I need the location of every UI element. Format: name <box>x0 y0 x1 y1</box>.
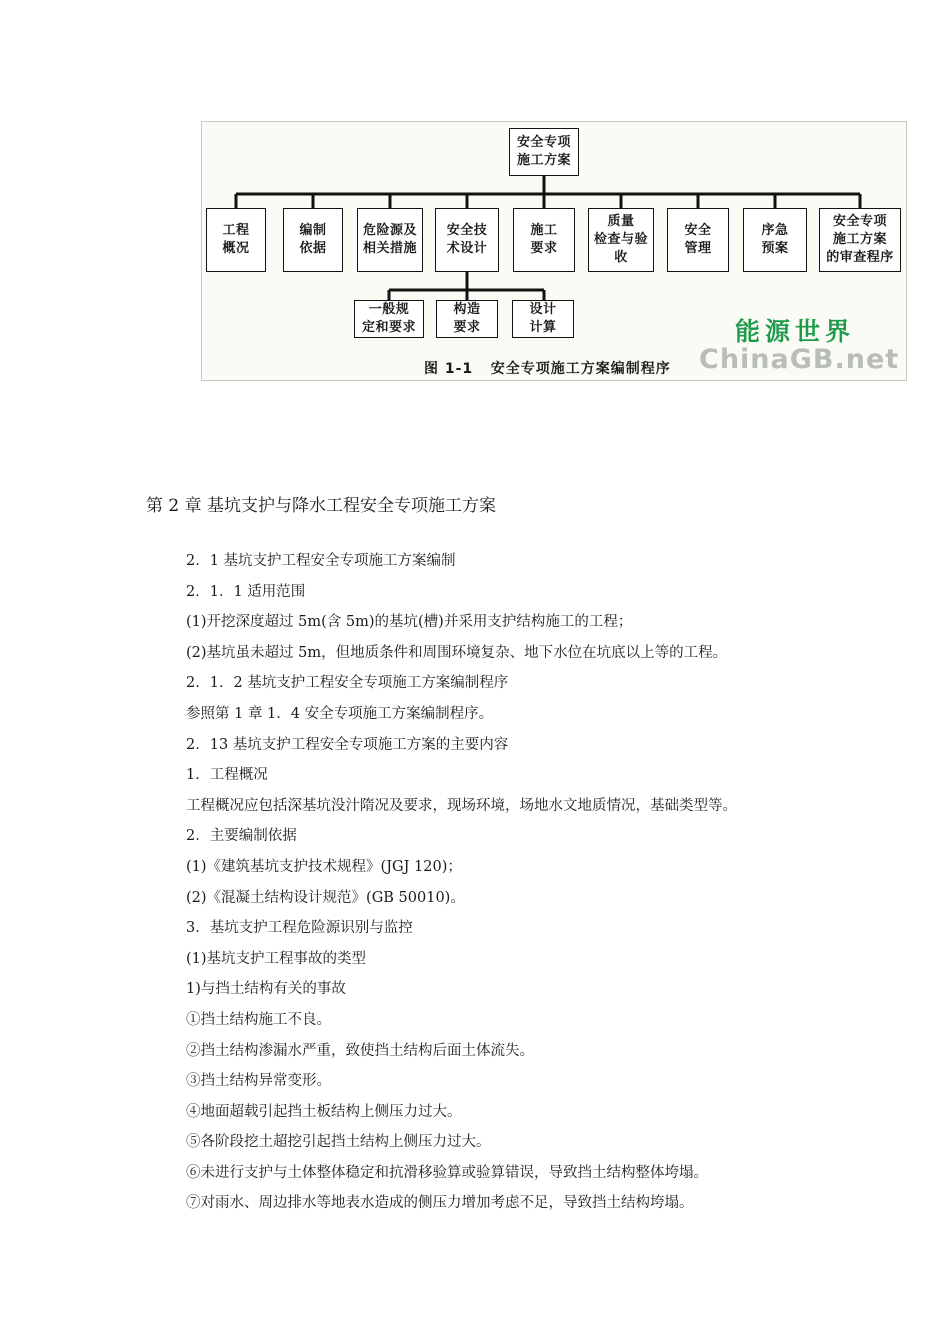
text-line: ①挡土结构施工不良。 <box>186 1011 331 1028</box>
box-label: 设计 计算 <box>529 302 557 335</box>
box-design-calculation <box>512 300 574 338</box>
body-text <box>186 546 886 1219</box>
flowchart-figure <box>201 121 907 381</box>
text-line: 1)与挡土结构有关的事故 <box>186 981 346 998</box>
text-line: ⑦对雨水、周边排水等地表水造成的侧压力增加考虑不足，导致挡土结构垮塌。 <box>186 1195 694 1212</box>
box-label: 工程 概况 <box>222 223 250 256</box>
box-label: 施工 要求 <box>530 223 558 256</box>
text-line: (1)《建筑基坑支护技术规程》(JGJ 120)； <box>186 858 462 875</box>
box-general-requirements <box>354 300 424 338</box>
subsection-heading: 2．13 基坑支护工程安全专项施工方案的主要内容 <box>186 736 509 753</box>
section-heading: 2．1 基坑支护工程安全专项施工方案编制 <box>186 553 456 569</box>
text-line: (2)《混凝土结构设计规范》(GB 50010)。 <box>186 889 465 906</box>
box-construction-requirements <box>513 208 575 272</box>
chapter-title: 第 2 章 基坑支护与降水工程安全专项施工方案 <box>146 496 497 516</box>
text-line: ④地面超载引起挡土板结构上侧压力过大。 <box>186 1103 462 1120</box>
box-label: 安全 管理 <box>684 223 712 256</box>
figure-caption: 图 1-1 安全专项施工方案编制程序 <box>424 361 671 377</box>
box-label: 危险源及 相关措施 <box>362 223 417 256</box>
subsection-heading: 2．1．2 基坑支护工程安全专项施工方案编制程序 <box>186 675 509 692</box>
text-line: (1)基坑支护工程事故的类型 <box>186 950 367 967</box>
top-box-label: 安全专项 施工方案 <box>516 135 571 168</box>
top-box <box>509 128 579 176</box>
box-engineering-overview <box>206 208 266 272</box>
box-safety-management <box>667 208 729 272</box>
watermark-chinese: 能源世界 <box>735 317 856 346</box>
box-label: 构造 要求 <box>453 302 481 335</box>
text-line: ⑤各阶段挖土超挖引起挡土结构上侧压力过大。 <box>186 1134 491 1151</box>
text-line: 3．基坑支护工程危险源识别与监控 <box>186 920 413 937</box>
text-line: 2．主要编制依据 <box>186 828 297 845</box>
text-line: 参照第 1 章 1．4 安全专项施工方案编制程序。 <box>186 705 494 722</box>
box-compile-basis <box>283 208 343 272</box>
text-line: ②挡土结构渗漏水严重，致使挡土结构后面土体流失。 <box>186 1042 534 1059</box>
box-safety-design <box>435 208 499 272</box>
text-line: ③挡土结构异常变形。 <box>186 1073 331 1090</box>
box-emergency-plan <box>743 208 807 272</box>
text-line: ⑥未进行支护与土体整体稳定和抗滑移验算或验算错误，导致挡土结构整体垮塌。 <box>186 1164 708 1181</box>
box-label: 一般规 定和要求 <box>361 302 416 335</box>
watermark-english: ChinaGB.net <box>699 344 900 375</box>
text-line: (1)开挖深度超过 5m(含 5m)的基坑(槽)并采用支护结构施工的工程； <box>186 614 633 631</box>
text-line: 1．工程概况 <box>186 767 268 784</box>
box-label: 安全技 术设计 <box>446 223 488 256</box>
box-label: 质量 检查与验 收 <box>593 214 648 265</box>
box-quality-inspection <box>588 208 654 272</box>
box-label: 编制 依据 <box>299 223 327 256</box>
subsection-heading: 2．1．1 适用范围 <box>186 583 306 600</box>
box-label: 安全专项 施工方案 的审查程序 <box>826 214 894 265</box>
box-review-procedure <box>819 208 901 272</box>
text-line: (2)基坑虽未超过 5m，但地质条件和周围环境复杂、地下水位在坑底以上等的工程。 <box>186 644 728 661</box>
text-line: 工程概况应包括深基坑没汁隋况及要求，现场环境，场地水文地质情况，基础类型等。 <box>186 797 737 814</box>
box-hazard-measures <box>357 208 423 272</box>
box-structural-requirements <box>436 300 498 338</box>
box-label: 序急 预案 <box>761 223 789 256</box>
